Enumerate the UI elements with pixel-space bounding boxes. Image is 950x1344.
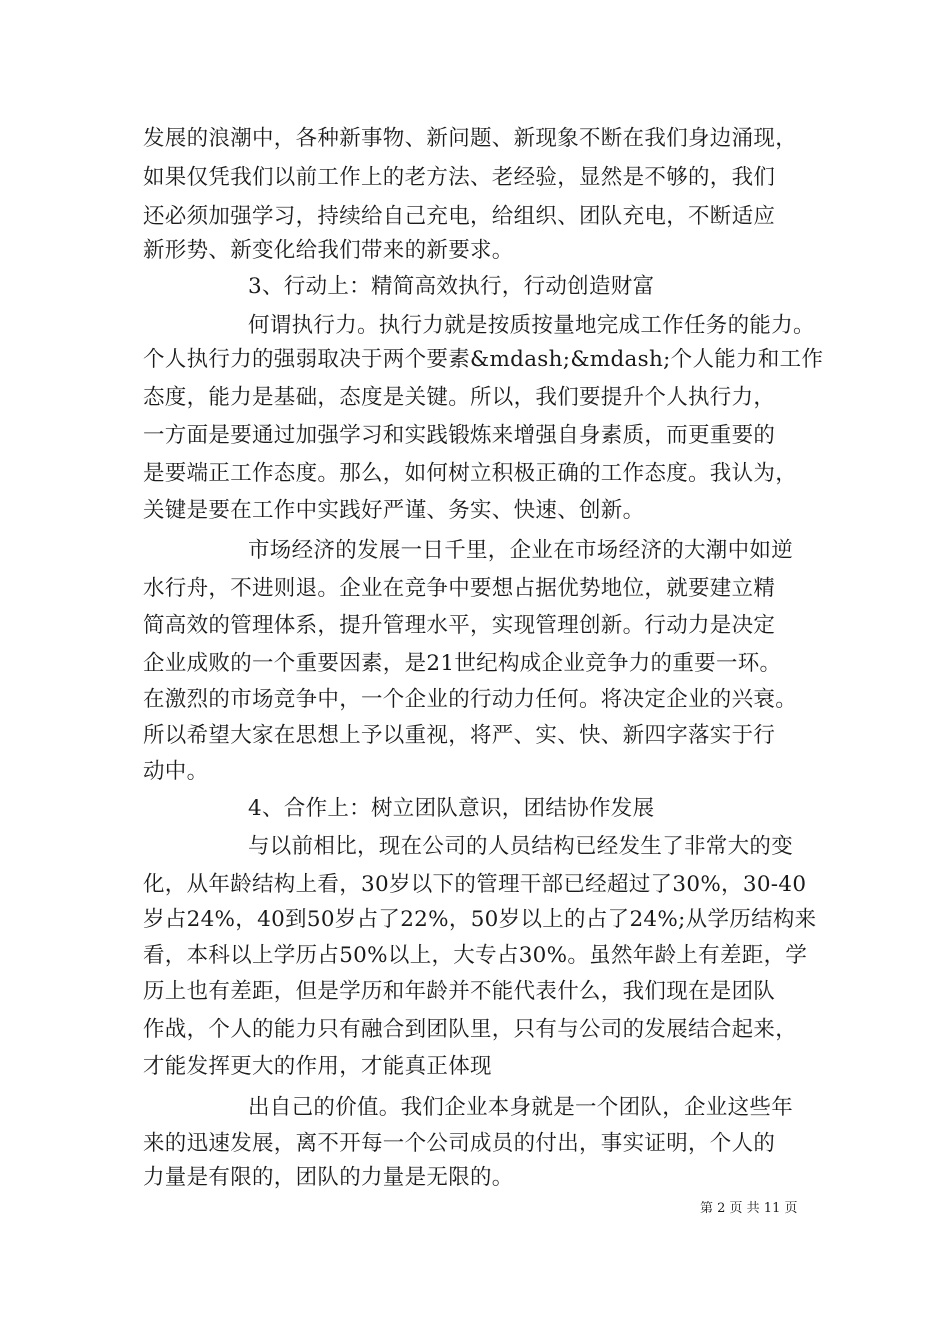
text-line: 是要端正工作态度。那么，如何树立积极正确的工作态度。我认为， bbox=[143, 461, 798, 486]
text-line: 在激烈的市场竞争中，一个企业的行动力任何。将决定企业的兴衰。 bbox=[143, 687, 798, 712]
text-line: 新形势、新变化给我们带来的新要求。 bbox=[143, 238, 514, 263]
text-line: 简高效的管理体系，提升管理水平，实现管理创新。行动力是决定 bbox=[143, 613, 776, 638]
text-line: 与以前相比，现在公司的人员结构已经发生了非常大的变 bbox=[248, 834, 794, 859]
text-line: 个人执行力的强弱取决于两个要素&mdash;&mdash;个人能力和工作 bbox=[143, 347, 824, 372]
text-line: 作战，个人的能力只有融合到团队里，只有与公司的发展结合起来， bbox=[143, 1017, 798, 1042]
text-line: 何谓执行力。执行力就是按质按量地完成工作任务的能力。 bbox=[248, 313, 815, 338]
text-line: 态度，能力是基础，态度是关键。所以，我们要提升个人执行力， bbox=[143, 385, 776, 410]
text-line: 关键是要在工作中实践好严谨、务实、快速、创新。 bbox=[143, 498, 645, 523]
text-line: 化，从年龄结构上看，30岁以下的管理干部已经超过了30%，30-40 bbox=[143, 872, 807, 897]
text-line: 市场经济的发展一日千里，企业在市场经济的大潮中如逆 bbox=[248, 538, 794, 563]
text-line: 发展的浪潮中，各种新事物、新问题、新现象不断在我们身边涌现， bbox=[143, 126, 798, 151]
text-line: 出自己的价值。我们企业本身就是一个团队，企业这些年 bbox=[248, 1095, 794, 1120]
text-line: 岁占24%，40到50岁占了22%，50岁以上的占了24%;从学历结构来 bbox=[143, 907, 817, 932]
section-heading: 4、合作上：树立团队意识，团结协作发展 bbox=[248, 796, 655, 821]
text-line: 一方面是要通过加强学习和实践锻炼来增强自身素质，而更重要的 bbox=[143, 423, 776, 448]
text-line: 还必须加强学习，持续给自己充电，给组织、团队充电，不断适应 bbox=[143, 204, 776, 229]
section-heading: 3、行动上：精简高效执行，行动创造财富 bbox=[248, 274, 655, 299]
text-line: 企业成败的一个重要因素，是21世纪构成企业竞争力的重要一环。 bbox=[143, 651, 782, 676]
text-line: 才能发挥更大的作用，才能真正体现 bbox=[143, 1054, 492, 1079]
text-line: 力量是有限的，团队的力量是无限的。 bbox=[143, 1165, 514, 1190]
text-line: 所以希望大家在思想上予以重视，将严、实、快、新四字落实于行 bbox=[143, 723, 776, 748]
page-number: 第 2 页 共 11 页 bbox=[700, 1201, 798, 1216]
text-line: 水行舟，不进则退。企业在竞争中要想占据优势地位，就要建立精 bbox=[143, 576, 776, 601]
text-line: 动中。 bbox=[143, 759, 209, 784]
text-line: 看，本科以上学历占50%以上，大专占30%。虽然年龄上有差距，学 bbox=[143, 943, 808, 968]
text-line: 如果仅凭我们以前工作上的老方法、老经验，显然是不够的，我们 bbox=[143, 165, 776, 190]
text-line: 历上也有差距，但是学历和年龄并不能代表什么，我们现在是团队 bbox=[143, 979, 776, 1004]
text-line: 来的迅速发展，离不开每一个公司成员的付出，事实证明，个人的 bbox=[143, 1131, 776, 1156]
